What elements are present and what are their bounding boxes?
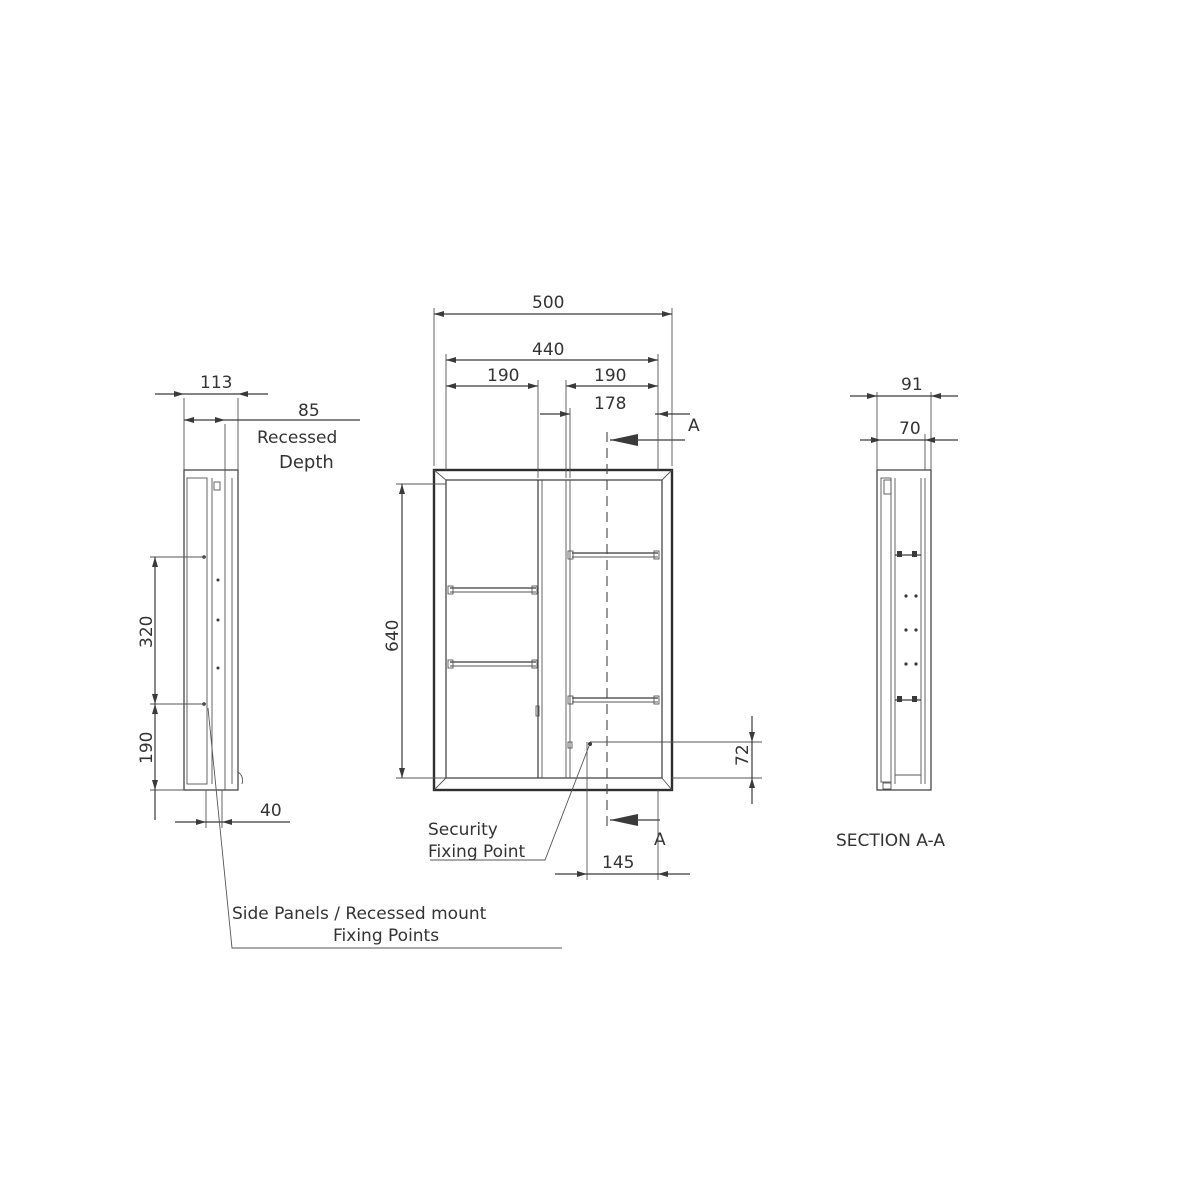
dim-190-left: 190 — [487, 366, 520, 386]
dim-320: 320 — [137, 615, 157, 648]
dim-500: 500 — [532, 293, 565, 313]
dim-178: 178 — [594, 394, 627, 414]
dim-190-vertical: 190 — [137, 731, 157, 764]
section-view — [836, 375, 958, 851]
dim-70: 70 — [899, 419, 921, 439]
dim-40: 40 — [260, 801, 282, 821]
side-view-fixing-dot-3 — [217, 579, 220, 582]
dim-145: 145 — [602, 853, 635, 873]
front-view-shelf-left-2 — [448, 660, 537, 668]
security-label-line-2: Fixing Point — [428, 842, 526, 862]
front-view-shelf-left-1 — [448, 586, 537, 594]
side-view-foot — [238, 772, 243, 784]
front-view-shelf-right-1 — [568, 551, 659, 559]
recessed-label-line-2: Depth — [279, 452, 334, 473]
recessed-label-line-1: Recessed — [257, 428, 338, 448]
dim-91: 91 — [901, 375, 923, 395]
side-view-fixing-top — [214, 482, 220, 490]
section-view-body — [877, 470, 931, 790]
dim-85: 85 — [298, 401, 320, 421]
side-view-fixing-dot-5 — [217, 667, 220, 670]
side-view-fixing-dot-4 — [217, 619, 220, 622]
dim-640: 640 — [383, 619, 403, 652]
dim-190-right: 190 — [594, 366, 627, 386]
section-view-shelf-bracket-1 — [895, 551, 921, 557]
section-title: SECTION A-A — [836, 831, 945, 851]
section-marker-top: A — [688, 416, 700, 436]
front-view-shelf-right-2 — [568, 696, 659, 704]
section-view-shelf-bracket-2 — [895, 696, 921, 702]
front-view — [383, 293, 762, 880]
section-marker-bottom: A — [654, 830, 666, 850]
dim-113: 113 — [200, 373, 233, 393]
dim-440: 440 — [532, 340, 565, 360]
security-label-line-1: Security — [428, 820, 498, 840]
side-panels-label-line-2: Fixing Points — [333, 926, 440, 946]
side-panels-label-line-1: Side Panels / Recessed mount — [232, 904, 487, 924]
side-view-inner-wall — [187, 478, 207, 784]
front-view-inner-frame — [446, 480, 662, 778]
dim-72: 72 — [733, 744, 753, 766]
